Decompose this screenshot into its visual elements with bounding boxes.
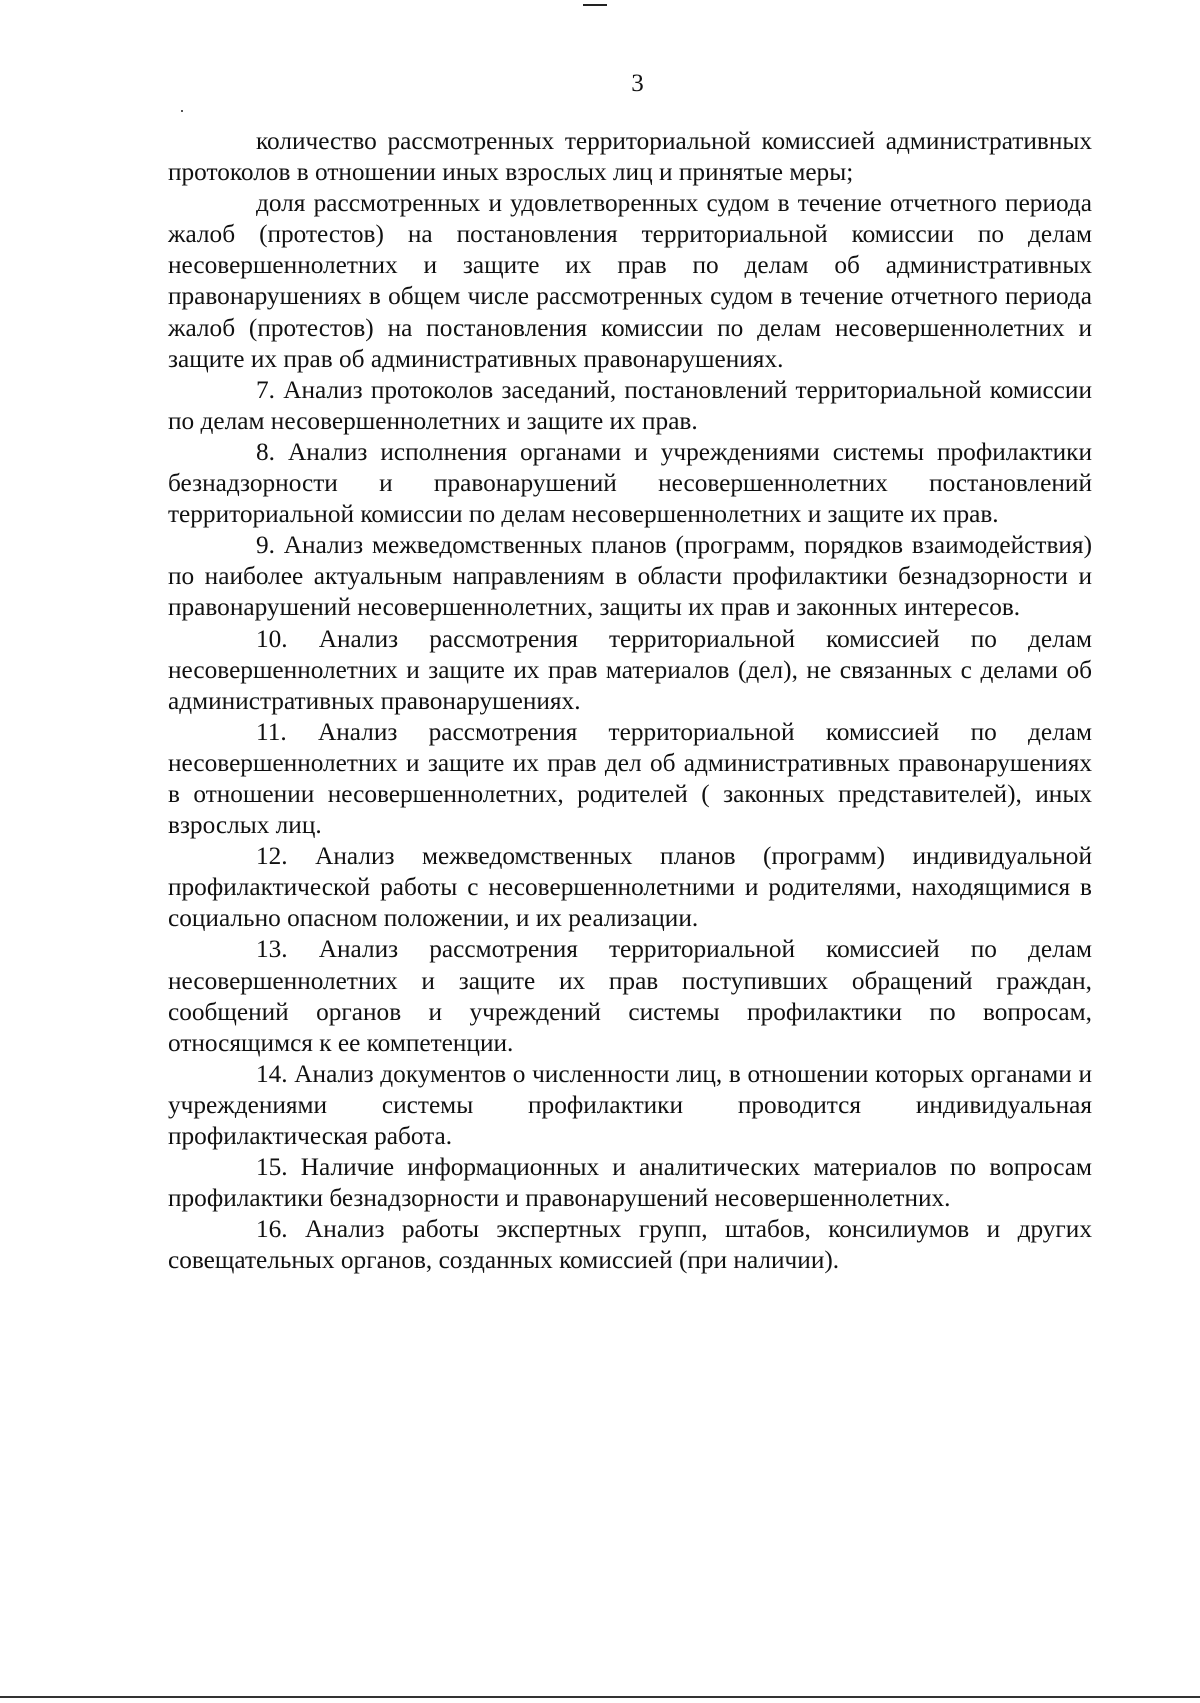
paragraph: 11. Анализ рассмотрения территориальной комиссией по делам несовершеннолетних и защите их прав дел об административных правонарушениях в отношении несовершеннолетних, родителей ( законных представителей), иных взрослых лиц.: [168, 717, 1092, 840]
bottom-edge-line: [0, 1696, 1200, 1698]
paragraph: 16. Анализ работы экспертных групп, штабов, консилиумов и других совещательных органов, созданных комиссией (при наличии).: [168, 1215, 1092, 1275]
paragraph: 8. Анализ исполнения органами и учреждениями системы профилактики безнадзорности и правонарушений несовершеннолетних постановлений территориальной комиссии по делам несовершеннолетних и защите их прав.: [168, 437, 1092, 529]
paragraph: количество рассмотренных территориальной комиссией административных протоколов в отношении иных взрослых лиц и принятые меры;: [168, 127, 1092, 187]
paragraph: 14. Анализ документов о численности лиц, в отношении которых органами и учреждениями системы профилактики проводится индивидуальная профилактическая работа.: [168, 1059, 1092, 1150]
document-body: [168, 126, 1092, 1276]
paragraph: 15. Наличие информационных и аналитических материалов по вопросам профилактики безнадзорности и правонарушений несовершеннолетних.: [168, 1153, 1092, 1213]
scan-mark: [583, 4, 607, 6]
page-number: 3: [631, 70, 644, 97]
paragraph: 13. Анализ рассмотрения территориальной комиссией по делам несовершеннолетних и защите их прав поступивших обращений граждан, сообщений органов и учреждений системы профилактики по вопросам, относящимся к ее компетенции.: [168, 935, 1092, 1057]
scan-speck: [181, 110, 183, 112]
paragraph: 10. Анализ рассмотрения территориальной комиссией по делам несовершеннолетних и защите их прав материалов (дел), не связанных с делами об административных правонарушениях.: [168, 624, 1092, 715]
paragraph: 9. Анализ межведомственных планов (программ, порядков взаимодействия) по наиболее актуальным направлениям в области профилактики безнадзорности и правонарушений несовершеннолетних, защиты их прав и законных интересов.: [168, 531, 1092, 622]
paragraph: 12. Анализ межведомственных планов (программ) индивидуальной профилактической работы с несовершеннолетними и родителями, находящимися в социально опасном положении, и их реализации.: [168, 842, 1092, 933]
paragraph: 7. Анализ протоколов заседаний, постановлений территориальной комиссии по делам несовершеннолетних и защите их прав.: [168, 375, 1092, 435]
paragraph: доля рассмотренных и удовлетворенных судом в течение отчетного периода жалоб (протестов) на постановления территориальной комиссии по делам несовершеннолетних и защите их прав по делам об административных правонарушениях в общем числе рассмотренных судом в течение отчетного периода жалоб (протестов) на постановления комиссии по делам несовершеннолетних и защите их прав об административных правонарушениях.: [168, 189, 1092, 373]
